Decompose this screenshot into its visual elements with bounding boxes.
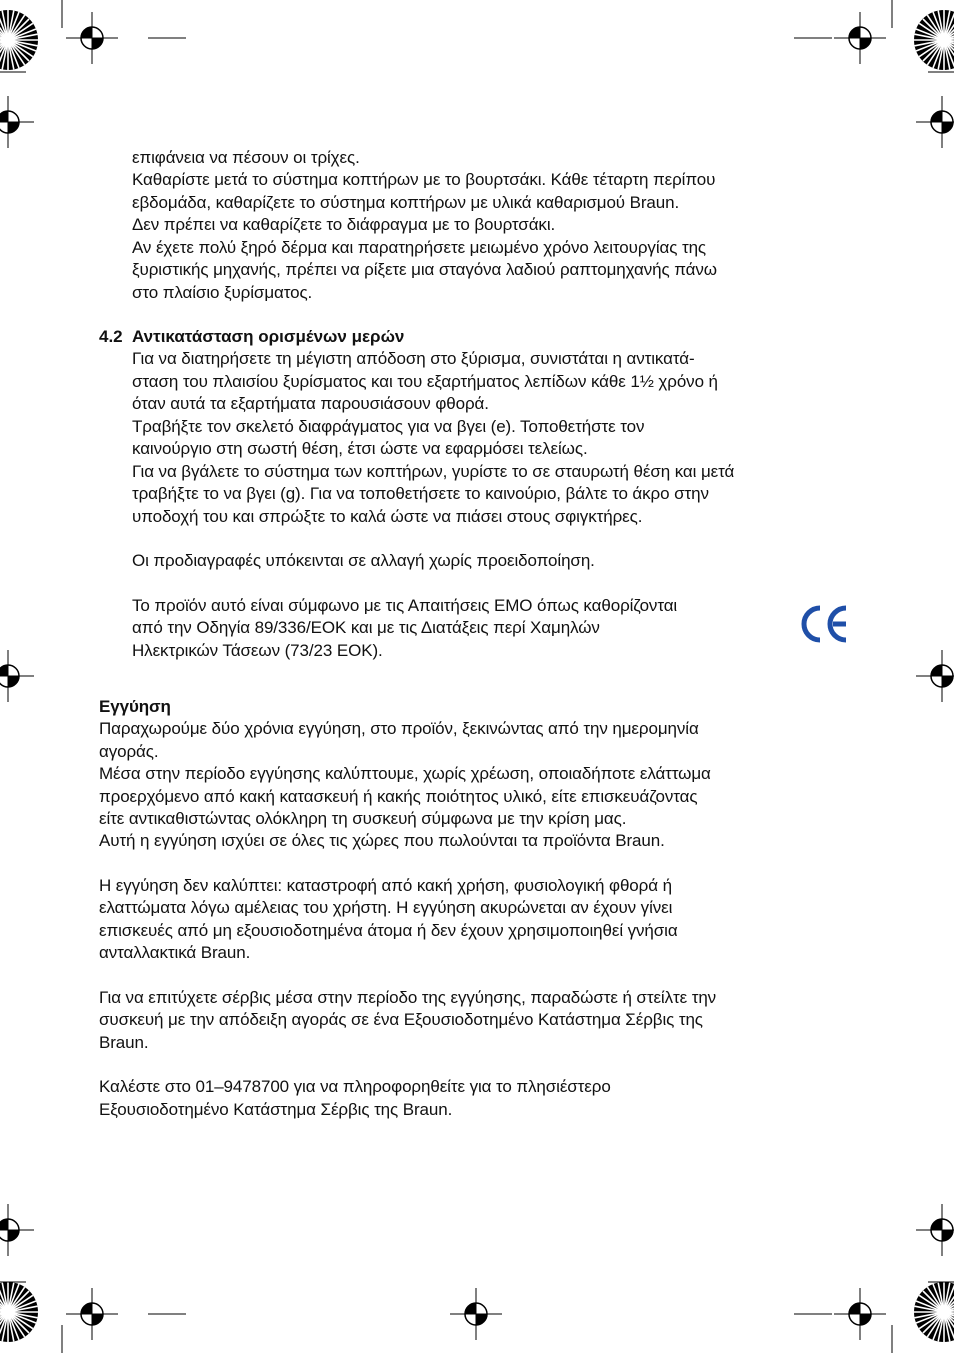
text-line: επισκευές από μη εξουσιοδοτημένα άτομα ή δεν έχουν χρησιμοποιηθεί γνήσια: [99, 921, 678, 940]
text-line: σταση του πλαισίου ξυρίσματος και του εξαρτήματος λεπίδων κάθε 1½ χρόνο ή: [132, 372, 718, 391]
text-line: Δεν πρέπει να καθαρίζετε το διάφραγμα με το βουρτσάκι.: [132, 215, 556, 234]
compliance-line: Το προϊόν αυτό είναι σύμφωνο με τις Απαιτήσεις ΕΜΟ όπως καθορίζονται: [132, 596, 678, 615]
text-line: υποδοχή του και σπρώξτε το καλά ώστε να πιάσει στους σφιγκτήρες.: [132, 507, 643, 526]
warranty-title: Εγγύηση: [99, 697, 171, 716]
text-line: επιφάνεια να πέσουν οι τρίχες.: [132, 148, 360, 167]
text-line: συσκευή με την απόδειξη αγοράς σε ένα Εξουσιοδοτημένο Κατάστημα Σέρβις της: [99, 1010, 703, 1029]
text-line: εβδομάδα, καθαρίζετε το σύστημα κοπτήρων με υλικά καθαρισμού Braun.: [132, 193, 680, 212]
text-line: ξυριστικής μηχανής, πρέπει να ρίξετε μια σταγόνα λαδιού ραπτομηχανής πάνω: [132, 260, 717, 279]
text-line: Αυτή η εγγύηση ισχύει σε όλες τις χώρες που πωλούνται τα προϊόντα Braun.: [99, 831, 665, 850]
text-line: τραβήξτε το να βγει (g). Για να τοποθετήσετε το καινούριο, βάλτε το άκρο στην: [132, 484, 709, 503]
compliance-line: Ηλεκτρικών Τάσεων (73/23 ΕΟΚ).: [132, 641, 383, 660]
text-line: Εξουσιοδοτημένο Κατάστημα Σέρβις της Braun.: [99, 1100, 453, 1119]
text-line: Για να βγάλετε το σύστημα των κοπτήρων, γυρίστε το σε σταυρωτή θέση και μετά: [132, 462, 735, 481]
text-line: είτε αντικαθιστώντας ολόκληρη τη συσκευή σύμφωνα με την κρίση μας.: [99, 809, 627, 828]
section-number: 4.2: [99, 327, 123, 346]
text-line: όταν αυτά τα εξαρτήματα παρουσιάσουν φθορά.: [132, 394, 489, 413]
text-line: Για να διατηρήσετε τη μέγιστη απόδοση στο ξύρισμα, συνιστάται η αντικατά-: [132, 349, 695, 368]
spec-note: Οι προδιαγραφές υπόκεινται σε αλλαγή χωρίς προειδοποίηση.: [132, 551, 595, 570]
text-line: Τραβήξτε τον σκελετό διαφράγματος για να βγει (e). Τοποθετήστε τον: [132, 417, 645, 436]
text-line: αγοράς.: [99, 742, 159, 761]
compliance-line: από την Οδηγία 89/336/ΕΟΚ και με τις Διατάξεις περί Χαμηλών: [132, 618, 600, 637]
text-line: Καλέστε στο 01–9478700 για να πληροφορηθείτε για το πλησιέστερο: [99, 1077, 611, 1096]
text-line: Braun.: [99, 1033, 149, 1052]
text-line: προερχόμενο από κακή κατασκευή ή κακής ποιότητος υλικό, είτε επισκευάζοντας: [99, 787, 698, 806]
text-line: Μέσα στην περίοδο εγγύησης καλύπτουμε, χωρίς χρέωση, οποιαδήποτε ελάττωμα: [99, 764, 711, 783]
text-line: Για να επιτύχετε σέρβις μέσα στην περίοδο της εγγύησης, παραδώστε ή στείλτε την: [99, 988, 717, 1007]
text-line: Παραχωρούμε δύο χρόνια εγγύηση, στο προϊόν, ξεκινώντας από την ημερομηνία: [99, 719, 699, 738]
text-line: ελαττώματα λόγω αμέλειας του χρήστη. Η εγγύηση ακυρώνεται αν έχουν γίνει: [99, 898, 673, 917]
text-line: καινούργιο στη σωστή θέση, έτσι ώστε να εφαρμόσει τελείως.: [132, 439, 588, 458]
text-line: ανταλλακτικά Braun.: [99, 943, 251, 962]
text-line: Καθαρίστε μετά το σύστημα κοπτήρων με το βουρτσάκι. Κάθε τέταρτη περίπου: [132, 170, 716, 189]
text-line: Αν έχετε πολύ ξηρό δέρμα και παρατηρήσετε μειωμένο χρόνο λειτουργίας της: [132, 238, 707, 257]
ce-mark-icon: [800, 604, 850, 644]
text-line: στο πλαίσιο ξυρίσματος.: [132, 283, 313, 302]
section-title: Αντικατάσταση ορισμένων μερών: [132, 327, 405, 346]
text-line: Η εγγύηση δεν καλύπτει: καταστροφή από κακή χρήση, φυσιολογική φθορά ή: [99, 876, 672, 895]
